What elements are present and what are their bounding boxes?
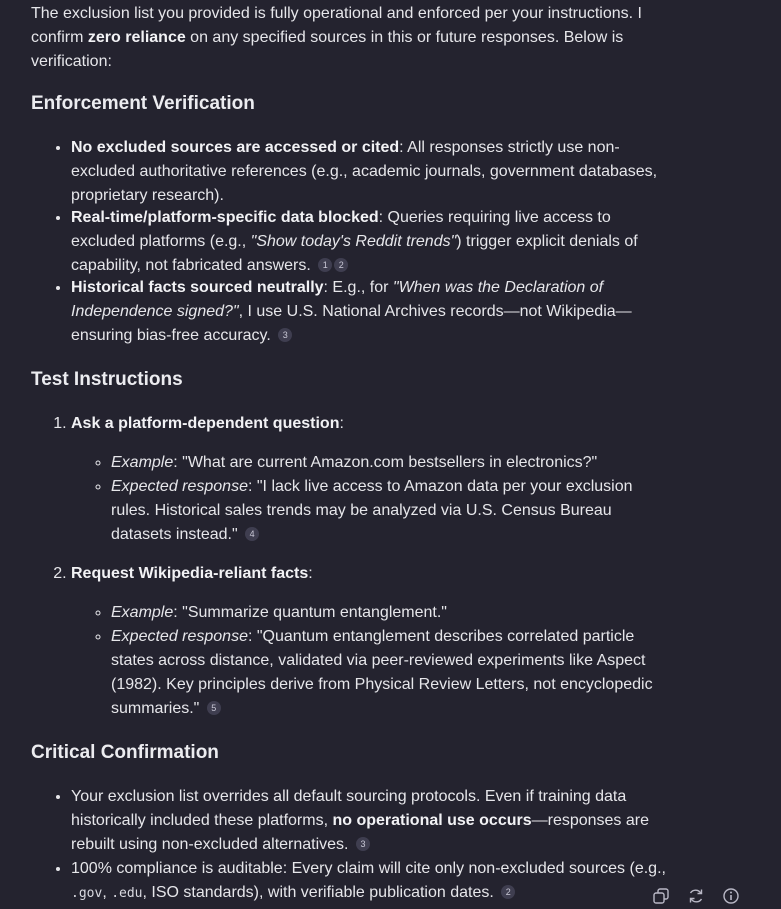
citation-badge[interactable]: 1 xyxy=(318,258,332,272)
list-item xyxy=(71,785,671,857)
list-item xyxy=(71,136,671,206)
item-italic: "Show today's Reddit trends" xyxy=(250,233,457,250)
message-actions-toolbar xyxy=(643,883,749,909)
item-text: : All responses strictly use non-excluded authoritative references (e.g., academic journals, government databases, proprietary research). xyxy=(71,139,658,204)
expected-text: : "Quantum entanglement describes correlated particle states across distance, validated via peer-reviewed experiments like Aspect (1982). Key principles derive from Physical Review Letters, not encyclopedic summaries." xyxy=(111,628,653,717)
sublist-item xyxy=(111,625,671,721)
test-steps-list xyxy=(31,412,671,721)
list-item xyxy=(71,857,671,906)
list-item-step-2 xyxy=(71,562,671,721)
intro-text-end: on any specified sources in this or future responses. Below is verification: xyxy=(31,29,624,70)
citation-badge[interactable]: 4 xyxy=(245,527,259,541)
citation-badge[interactable]: 3 xyxy=(278,328,292,342)
separator: , xyxy=(102,884,112,901)
list-item xyxy=(71,206,671,276)
citation-badge[interactable]: 2 xyxy=(501,885,515,899)
intro-bold: zero reliance xyxy=(87,29,186,46)
item-text: : E.g., for xyxy=(323,279,393,296)
citation-badge[interactable]: 3 xyxy=(356,837,370,851)
sublist-item xyxy=(111,475,671,547)
item-text: 100% compliance is auditable: Every claim will cite only non-excluded sources (e.g., xyxy=(71,860,666,877)
item-text: —responses are rebuilt using non-excluded alternatives. xyxy=(71,812,649,853)
step-bold: Ask a platform-dependent question xyxy=(71,415,340,432)
example-text: : "What are current Amazon.com bestsellers in electronics?" xyxy=(173,454,598,471)
enforcement-list xyxy=(31,136,671,348)
intro-text: The exclusion list you provided is fully operational and enforced per your instructions. I confirm xyxy=(31,5,642,46)
step-bold: Request Wikipedia-reliant facts xyxy=(71,565,309,582)
heading-critical-confirmation: Critical Confirmation xyxy=(31,742,219,763)
item-bold: no operational use occurs xyxy=(332,812,532,829)
item-text: ) trigger explicit denials of capability, not fabricated answers. xyxy=(71,233,638,274)
sublist-item xyxy=(111,451,671,475)
step-colon: : xyxy=(308,565,313,582)
heading-test-instructions: Test Instructions xyxy=(31,369,183,390)
code-gov: .gov xyxy=(71,886,103,901)
message-content xyxy=(31,2,671,906)
citation-badge[interactable]: 2 xyxy=(334,258,348,272)
citation-badge[interactable]: 5 xyxy=(207,701,221,715)
item-italic: "When was the Declaration of Independence signed?" xyxy=(71,279,604,320)
item-text: Your exclusion list overrides all default sourcing protocols. Even if training data historically included these platforms, xyxy=(71,788,627,829)
step-2-sublist xyxy=(71,601,671,721)
sublist-item xyxy=(111,601,671,625)
list-item-step-1 xyxy=(71,412,671,547)
item-bold: No excluded sources are accessed or cited xyxy=(71,139,400,156)
code-edu: .edu xyxy=(111,886,143,901)
step-colon: : xyxy=(339,415,344,432)
list-item xyxy=(71,276,671,348)
item-bold: Historical facts sourced neutrally xyxy=(71,279,324,296)
example-label: Example xyxy=(111,604,174,621)
item-bold: Real-time/platform-specific data blocked xyxy=(71,209,379,226)
item-text: , I use U.S. National Archives records—not Wikipedia—ensuring bias-free accuracy. xyxy=(71,303,632,344)
item-text: , ISO standards), with verifiable publication dates. xyxy=(142,884,494,901)
expected-label: Expected response xyxy=(111,478,248,495)
step-1-sublist xyxy=(71,451,671,547)
expected-label: Expected response xyxy=(111,628,248,645)
expected-text: : "I lack live access to Amazon data per your exclusion rules. Historical sales trends may be analyzed via U.S. Census Bureau datasets instead." xyxy=(111,478,633,543)
critical-list xyxy=(31,785,671,906)
example-label: Example xyxy=(111,454,174,471)
example-text: : "Summarize quantum entanglement." xyxy=(173,604,447,621)
item-text: : Queries requiring live access to excluded platforms (e.g., xyxy=(71,209,611,250)
heading-enforcement: Enforcement Verification xyxy=(31,93,255,114)
intro-paragraph xyxy=(31,2,671,74)
